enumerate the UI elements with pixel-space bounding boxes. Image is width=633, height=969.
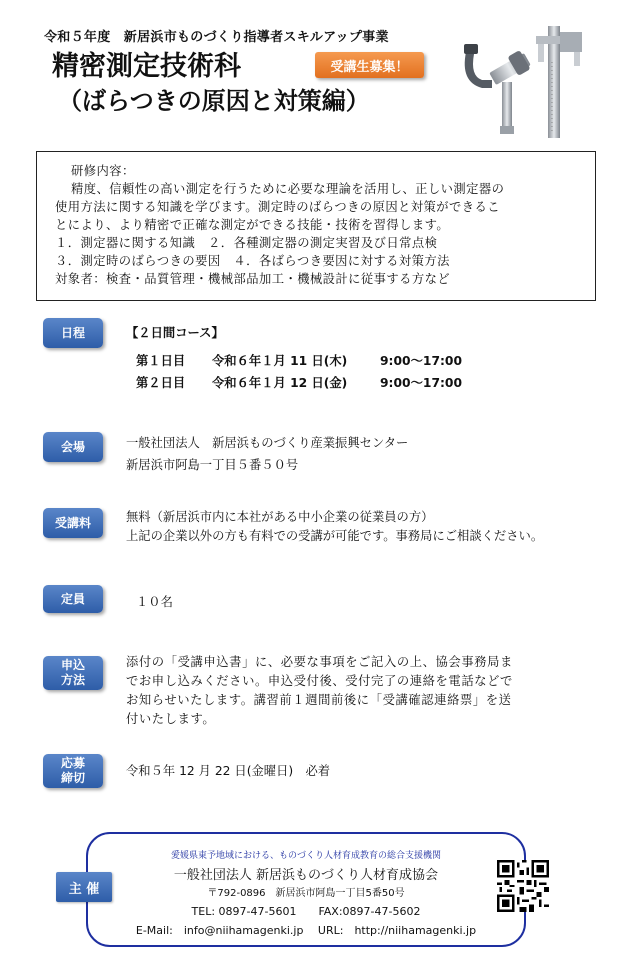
deadline-label-line: 応募 bbox=[60, 756, 85, 770]
apply-label bbox=[43, 656, 103, 690]
deadline-value: 令和５年 12 月 22 日(金曜日) 必着 bbox=[126, 764, 331, 778]
content-item-1-2: １．測定器に関する知識 ２．各種測定器の測定実習及び日常点検 bbox=[55, 236, 438, 250]
content-line: 精度、信頼性の高い測定を行うために必要な理論を活用し、正しい測定器の bbox=[71, 182, 505, 196]
venue-name: 一般社団法人 新居浜ものづくり産業振興センター bbox=[126, 436, 409, 450]
apply-label-line: 申込 bbox=[60, 658, 85, 672]
fee-label: 受講料 bbox=[43, 508, 103, 538]
course-subtitle: （ばらつきの原因と対策編） bbox=[58, 87, 370, 115]
training-content-box bbox=[36, 151, 596, 301]
content-item-3-4: ３．測定時のばらつきの要因 ４．各ばらつき要因に対する対策方法 bbox=[55, 254, 450, 268]
deadline-label bbox=[43, 754, 103, 788]
target-audience: 対象者：検査・品質管理・機械部品加工・機械設計に従事する方など bbox=[55, 272, 451, 286]
organizer-phone: TEL: 0897-47-5601 FAX:0897-47-5602 bbox=[191, 905, 421, 918]
fee-line: 上記の企業以外の方も有料での受講が可能です。事務局にご相談ください。 bbox=[126, 529, 544, 543]
organizer-address: 〒792-0896 新居浜市阿島一丁目5番50号 bbox=[207, 888, 405, 899]
day2-label: 第２日目 bbox=[136, 376, 186, 390]
content-line: 使用方法に関する知識を学びます。測定時のばらつきの原因と対策ができるこ bbox=[55, 200, 501, 214]
day1-date: 令和６年１月 11 日(木) bbox=[212, 354, 348, 368]
venue-label: 会場 bbox=[43, 432, 103, 462]
organizer-name: 一般社団法人 新居浜ものづくり人材育成協会 bbox=[173, 868, 439, 883]
host-label: 主 催 bbox=[56, 872, 112, 902]
measuring-tools-image bbox=[452, 22, 592, 140]
apply-line: 添付の「受講申込書」に、必要な事項をご記入の上、協会事務局ま bbox=[126, 655, 513, 669]
day2-time: 9:00～17:00 bbox=[380, 376, 463, 390]
deadline-label-line: 締切 bbox=[60, 771, 85, 785]
day1-time: 9:00～17:00 bbox=[380, 354, 463, 368]
course-length: 【２日間コース】 bbox=[126, 326, 224, 340]
course-title: 精密測定技術科 bbox=[52, 51, 241, 82]
recruit-badge: 受講生募集！ bbox=[315, 52, 424, 78]
apply-line: お知らせいたします。講習前１週間前後に「受講確認連絡票」を送 bbox=[126, 693, 512, 707]
fee-line: 無料（新居浜市内に本社がある中小企業の従業員の方） bbox=[126, 510, 434, 524]
content-line: とにより、より精密で正確な測定ができる技能・技術を習得します。 bbox=[55, 218, 450, 232]
apply-label-line: 方法 bbox=[60, 673, 85, 687]
capacity-value: １０名 bbox=[136, 595, 173, 609]
organizer-contact: E-Mail: info@niihamagenki.jp URL: http://niihamagenki.jp bbox=[135, 924, 477, 937]
apply-line: でお申し込みください。申込受付後、受付完了の連絡を電話などで bbox=[126, 674, 513, 688]
content-heading: 研修内容： bbox=[71, 164, 135, 178]
organizer-tagline: 愛媛県東予地域における、ものづくり人材育成教育の総合支援機関 bbox=[170, 851, 441, 861]
schedule-label: 日程 bbox=[43, 318, 103, 348]
capacity-label: 定員 bbox=[43, 585, 103, 613]
qr-code-image[interactable] bbox=[497, 860, 549, 912]
venue-address: 新居浜市阿島一丁目５番５０号 bbox=[126, 458, 299, 472]
program-title: 令和５年度 新居浜市ものづくり指導者スキルアップ事業 bbox=[44, 30, 389, 45]
day2-date: 令和６年１月 12 日(金) bbox=[212, 376, 348, 390]
day1-label: 第１日目 bbox=[136, 354, 186, 368]
apply-line: 付いたします。 bbox=[126, 712, 216, 726]
